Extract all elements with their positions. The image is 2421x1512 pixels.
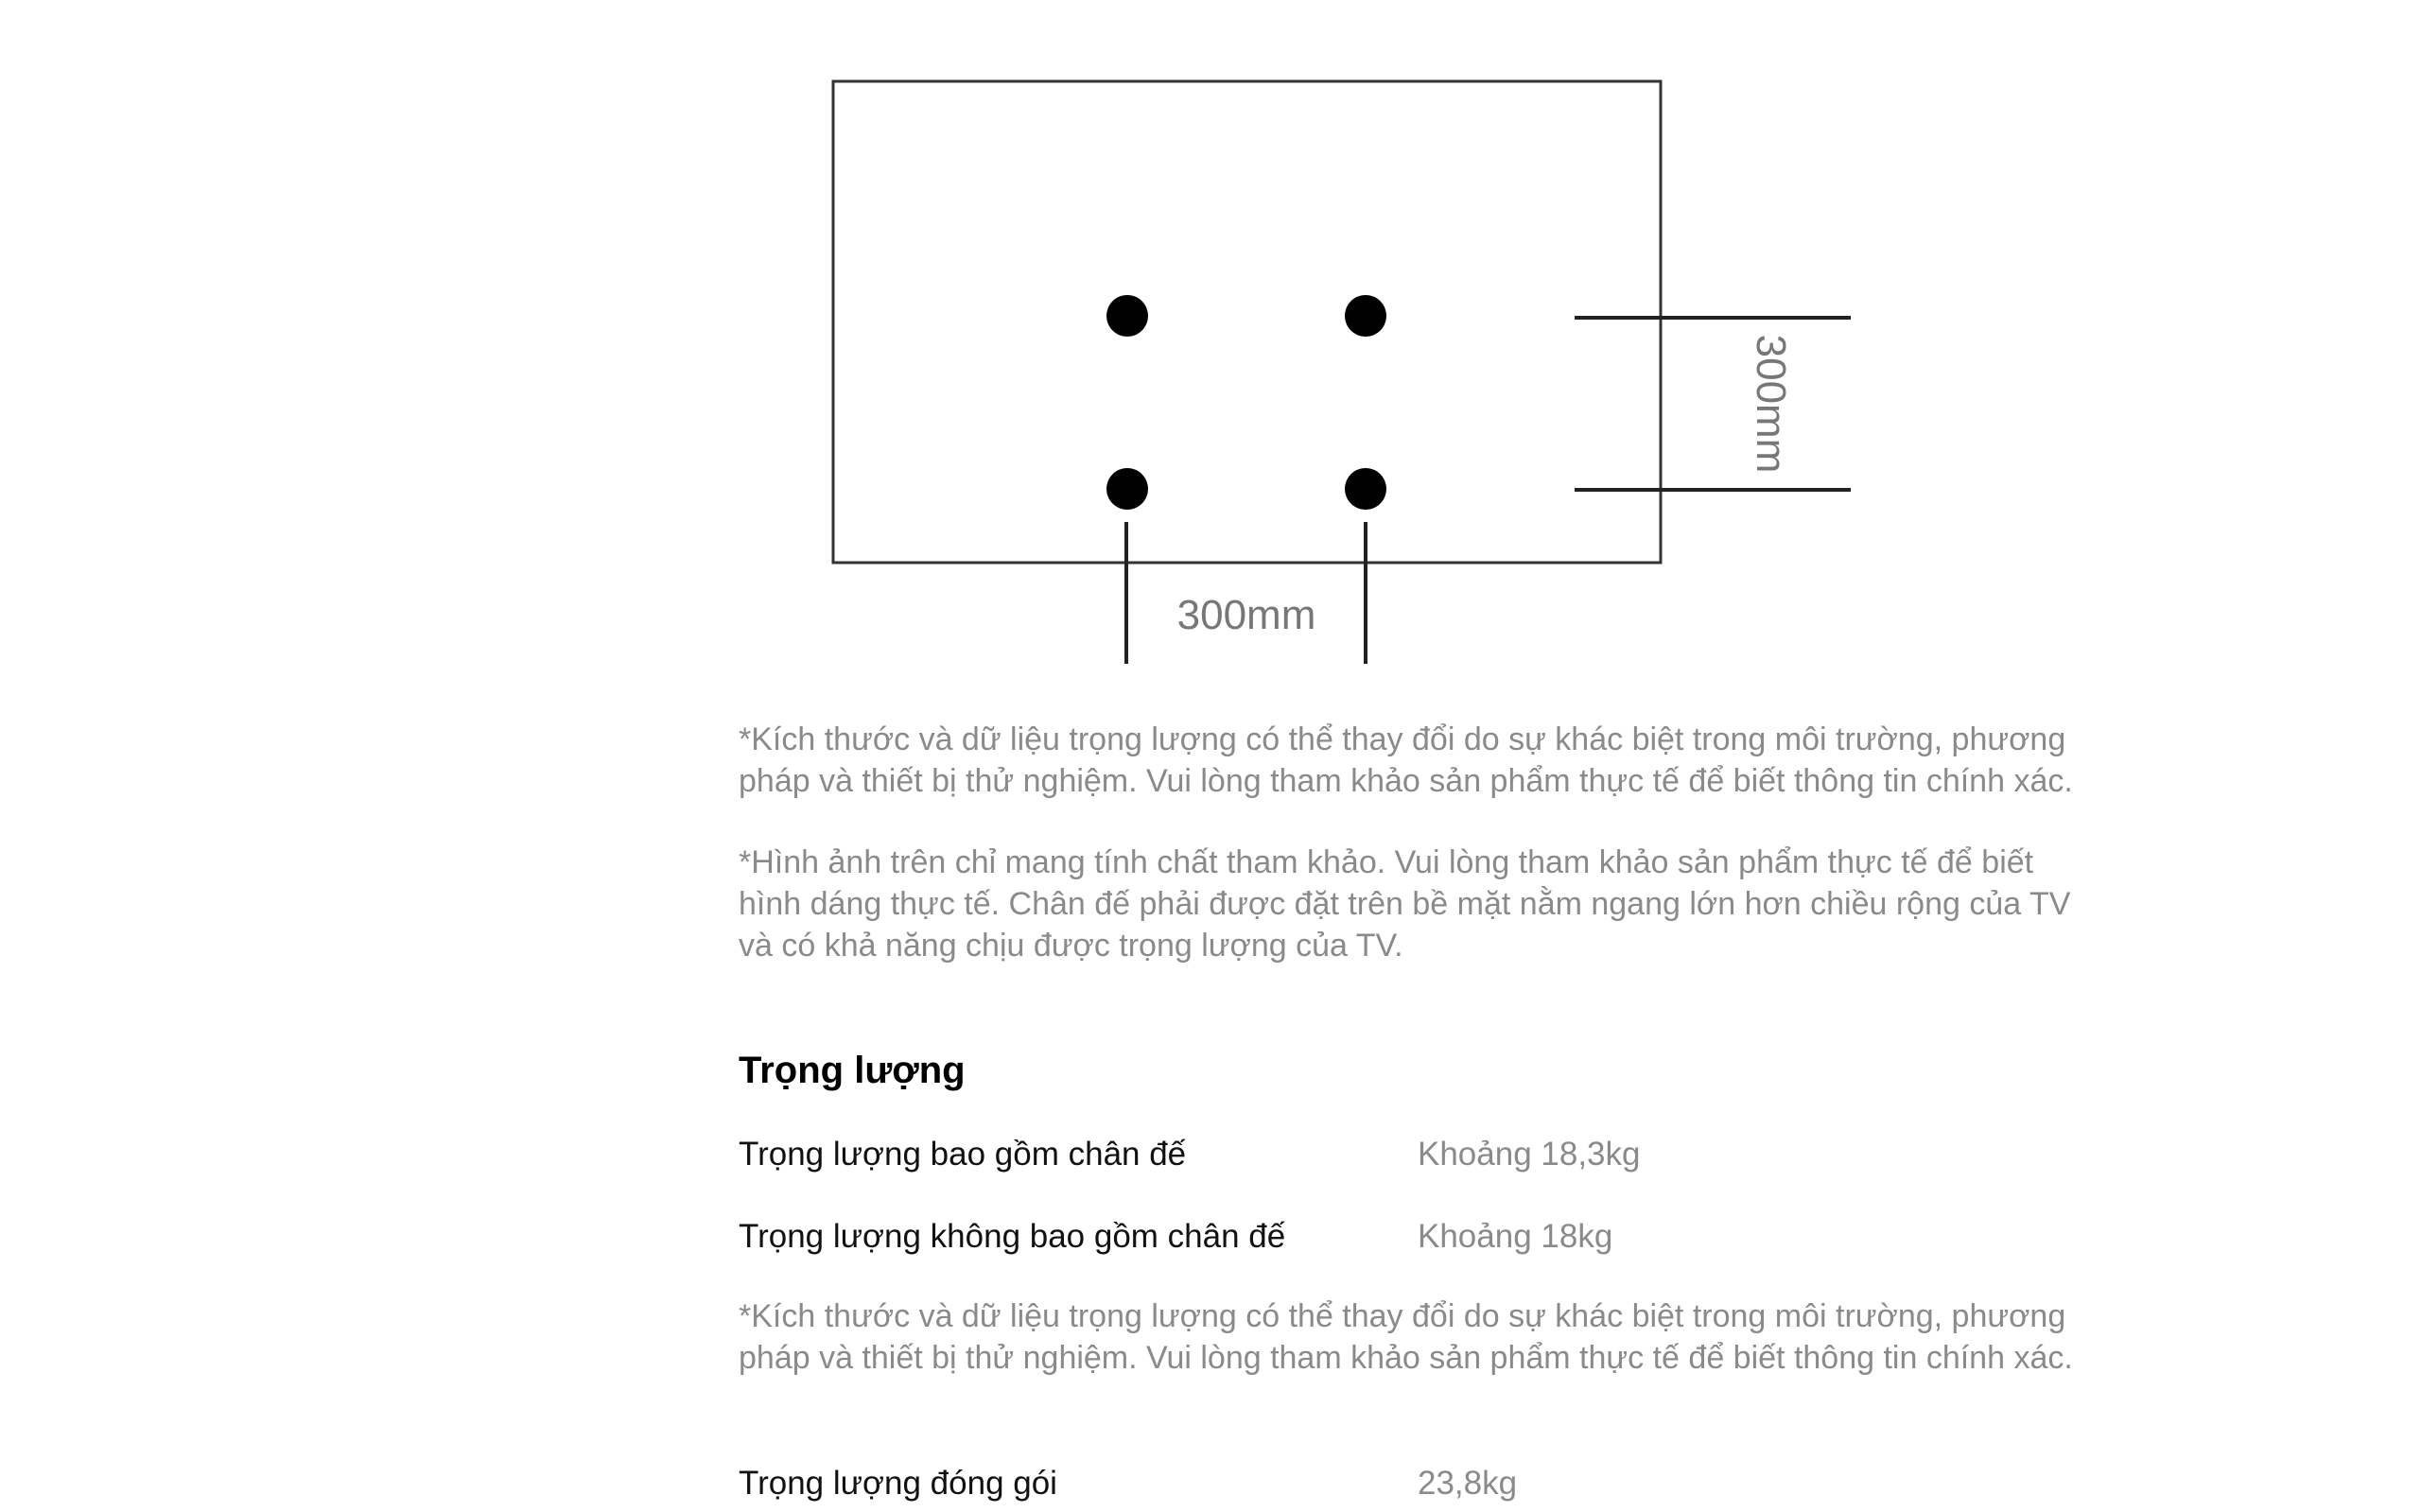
- spec-value: 23,8kg: [1418, 1465, 1518, 1502]
- spec-value: Khoảng 18kg: [1418, 1218, 1613, 1255]
- spec-label: Trọng lượng đóng gói: [739, 1465, 1057, 1502]
- spec-row-package-weight: [739, 1460, 2063, 1507]
- spec-label: Trọng lượng không bao gồm chân đế: [739, 1218, 1286, 1255]
- weight-disclaimer-note: *Kích thước và dữ liệu trọng lượng có thể thay đổi do sự khác biệt trong môi trường, phương pháp và thiết bị thử nghiệm. Vui lòng tham khảo sản phẩm thực tế để biết thông tin chính xác.: [739, 1298, 2073, 1376]
- vesa-mount-diagram: [0, 0, 2421, 681]
- spec-label: Trọng lượng bao gồm chân đế: [739, 1136, 1187, 1173]
- mount-hole-top-right: [1345, 295, 1386, 337]
- weight-notes-block: [739, 1295, 2081, 1379]
- mount-hole-bottom-left: [1106, 468, 1148, 510]
- mount-hole-top-left: [1106, 295, 1148, 337]
- spec-row-weight-with-stand: [739, 1131, 2063, 1178]
- horizontal-dimension-label: 300mm: [1176, 592, 1316, 638]
- vertical-dimension-label: 300mm: [1748, 334, 1794, 474]
- weight-section-title: Trọng lượng: [739, 1050, 966, 1091]
- image-reference-note: *Hình ảnh trên chỉ mang tính chất tham khảo. Vui lòng tham khảo sản phẩm thực tế để biết hình dáng thực tế. Chân đế phải được đặt trên bề mặt nằm ngang lớn hơn chiều rộng của TV và có khả năng chịu được trọng lượng của TV.: [739, 844, 2071, 964]
- notes-block: [739, 719, 2081, 966]
- mount-hole-bottom-right: [1345, 468, 1386, 510]
- spec-row-weight-without-stand: [739, 1213, 2063, 1260]
- spec-value: Khoảng 18,3kg: [1418, 1136, 1641, 1173]
- tv-back-outline: [833, 81, 1661, 563]
- disclaimer-note: *Kích thước và dữ liệu trọng lượng có thể thay đổi do sự khác biệt trong môi trường, phương pháp và thiết bị thử nghiệm. Vui lòng tham khảo sản phẩm thực tế để biết thông tin chính xác.: [739, 721, 2073, 799]
